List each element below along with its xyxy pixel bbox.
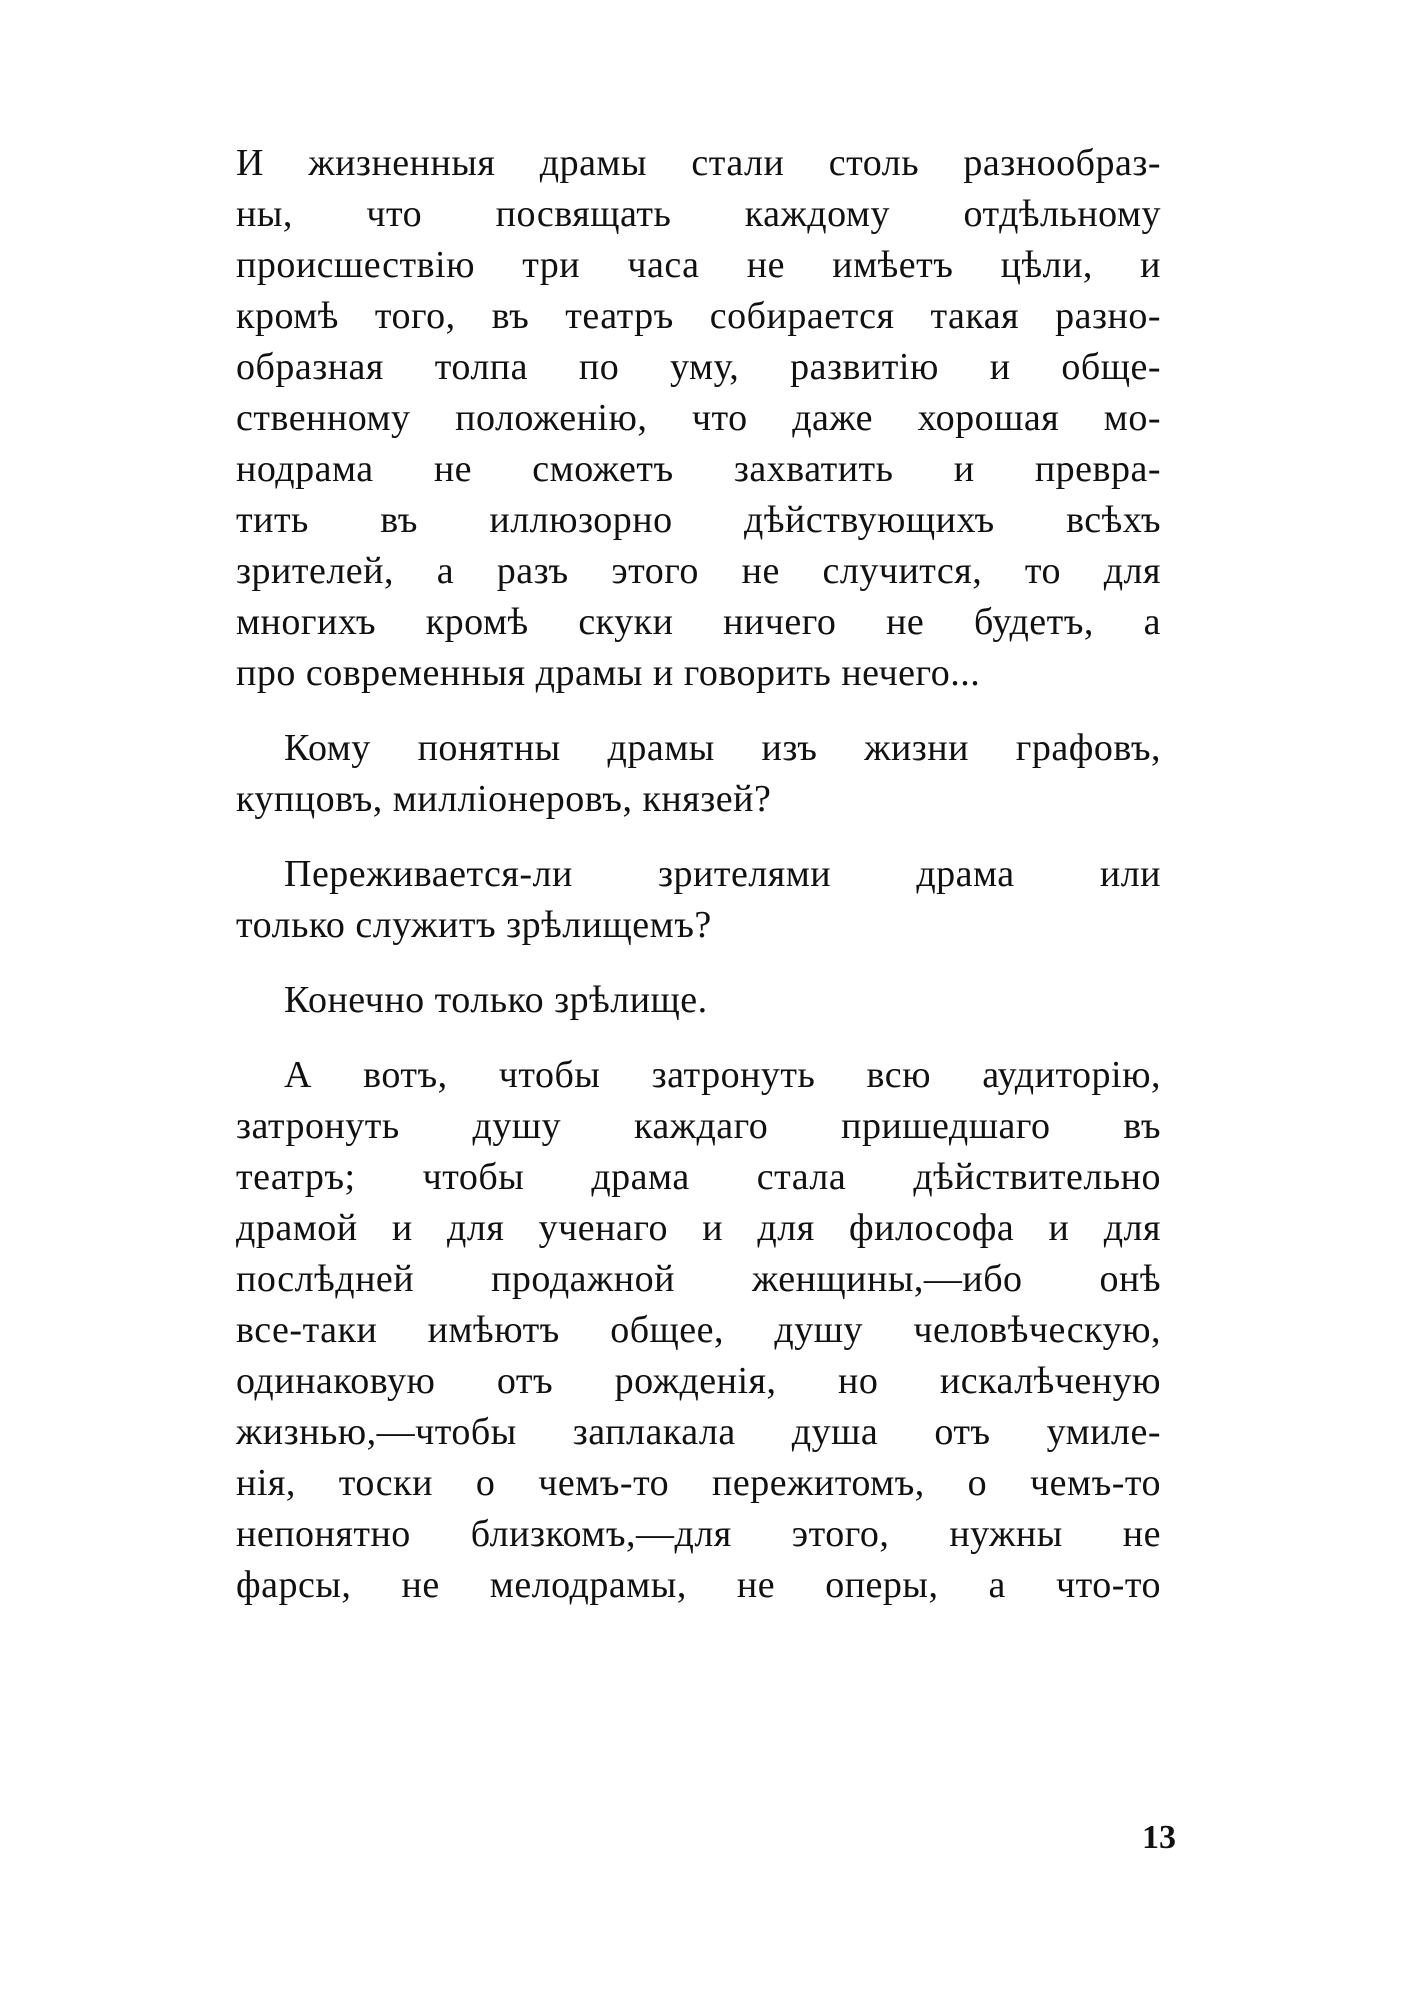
- text-line: послѣдней продажной женщины,—ибо онѣ: [236, 1258, 1161, 1300]
- text-line: ственному положенію, что даже хорошая мо-: [236, 397, 1161, 439]
- text-line: зрителей, а разъ этого не случится, то для: [236, 550, 1161, 592]
- text-line: Конечно только зрѣлище.: [284, 979, 708, 1021]
- text-line: театръ; чтобы драма стала дѣйствительно: [236, 1156, 1161, 1198]
- text-line: происшествію три часа не имѣетъ цѣли, и: [236, 244, 1161, 286]
- text-line: кромѣ того, въ театръ собирается такая разно-: [236, 295, 1161, 337]
- paragraph-3: [236, 849, 1161, 951]
- paragraph-2: [236, 723, 1161, 825]
- text-line: про современныя драмы и говорить нечего...: [236, 652, 981, 694]
- text-line: непонятно близкомъ,—для этого, нужны не: [236, 1513, 1161, 1555]
- paragraph-4: [236, 975, 1161, 1026]
- paragraph-5: [236, 1050, 1161, 1611]
- text-line: одинаковую отъ рожденія, но искалѣченую: [236, 1360, 1161, 1402]
- text-line: Кому понятны драмы изъ жизни графовъ,: [284, 727, 1161, 769]
- text-line: все-таки имѣютъ общее, душу человѣческую,: [236, 1309, 1161, 1351]
- text-line: ны, что посвящать каждому отдѣльному: [236, 193, 1161, 235]
- text-line: А вотъ, чтобы затронуть всю аудиторію,: [284, 1054, 1161, 1096]
- text-line: нія, тоски о чемъ-то пережитомъ, о чемъ-то: [236, 1462, 1161, 1504]
- text-line: многихъ кромѣ скуки ничего не будетъ, а: [236, 601, 1161, 643]
- text-line: Переживается-ли зрителями драма или: [284, 853, 1161, 895]
- text-line: затронуть душу каждаго пришедшаго въ: [236, 1105, 1161, 1147]
- page-number: 13: [1142, 1819, 1176, 1856]
- paragraph-1: [236, 138, 1161, 699]
- text-line: И жизненныя драмы стали столь разнообраз-: [236, 142, 1161, 184]
- text-line: драмой и для ученаго и для философа и для: [236, 1207, 1161, 1249]
- text-line: тить въ иллюзорно дѣйствующихъ всѣхъ: [236, 499, 1161, 541]
- text-line: жизнью,—чтобы заплакала душа отъ умиле-: [236, 1411, 1161, 1453]
- text-line: нодрама не сможетъ захватить и превра-: [236, 448, 1161, 490]
- text-line: купцовъ, милліонеровъ, князей?: [236, 778, 772, 820]
- text-line: образная толпа по уму, развитію и обще-: [236, 346, 1161, 388]
- body-text: [236, 138, 1161, 1635]
- text-line: только служитъ зрѣлищемъ?: [236, 904, 712, 946]
- text-line: фарсы, не мелодрамы, не оперы, а что-то: [236, 1564, 1161, 1606]
